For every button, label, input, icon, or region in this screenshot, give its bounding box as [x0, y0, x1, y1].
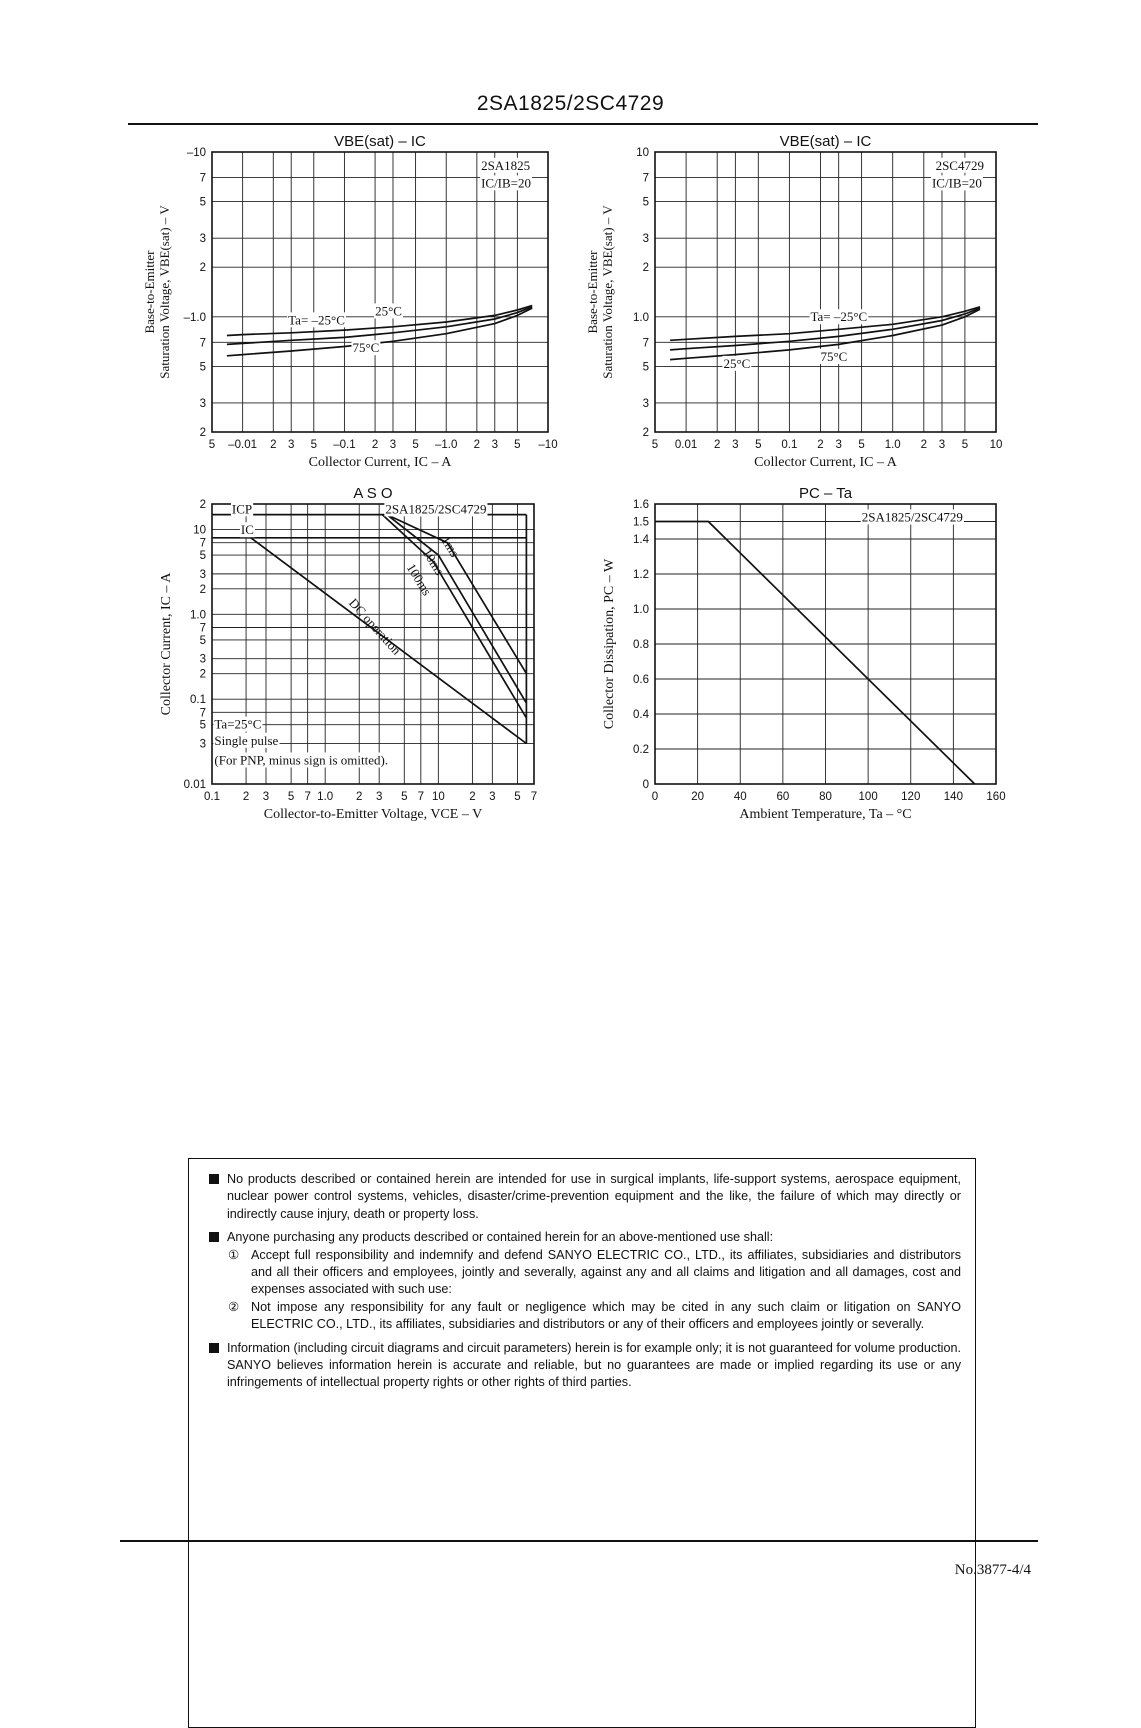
x-tick-label: 2: [817, 439, 824, 451]
x-tick-label: 5: [310, 439, 317, 451]
y-tick-label: 7: [199, 707, 206, 720]
x-tick-label: 100: [858, 791, 878, 803]
disclaimer-text: Information (including circuit diagrams and circuit parameters) herein is for example only; it is not guaranteed for volume production. SANYO believes information herein is accurate and reliable, but no guarantees are made or implied regarding its use or any infringements of intellectual property rights or other rights of third parties.: [227, 1340, 961, 1390]
x-axis-label: Collector-to-Emitter Voltage, VCE – V: [263, 807, 483, 822]
x-tick-label: 3: [938, 439, 946, 451]
x-tick-label: 3: [491, 439, 498, 451]
disclaimer-text: Accept full responsibility and indemnify and defend SANYO ELECTRIC CO., LTD., its affiliates, subsidiaries and distributors and all their officers and employees, jointly and severally, against any and all claims and litigation and all damages, cost and expenses associated with such use:: [251, 1247, 961, 1297]
chart-annotation: IC/IB=20: [481, 175, 532, 191]
x-tick-label: 0: [651, 791, 659, 803]
x-tick-label: 3: [732, 439, 739, 451]
y-tick-label: 0.8: [633, 639, 649, 651]
chart-title: A S O: [353, 485, 393, 502]
y-tick-label: 5: [642, 196, 649, 209]
y-tick-label: 5: [199, 550, 206, 563]
disclaimer-item: [209, 1340, 961, 1392]
chart-title: PC – Ta: [798, 485, 853, 502]
x-tick-label: 20: [691, 791, 705, 803]
disclaimer-text: Anyone purchasing any products described or contained herein for an above-mentioned use shall:: [227, 1230, 774, 1245]
x-tick-label: 7: [530, 791, 538, 803]
y-tick-label: 5: [199, 719, 206, 732]
vbe2-chart: [655, 152, 996, 432]
disclaimer-item: [209, 1229, 961, 1246]
y-tick-label: 2: [199, 499, 206, 511]
x-tick-label: 3: [262, 791, 270, 803]
y-tick-label: 2: [642, 427, 649, 439]
chart-annotation: 25°C: [375, 303, 402, 319]
x-tick-label: 7: [417, 791, 425, 803]
x-tick-label: 5: [401, 791, 408, 803]
y-tick-label: 7: [199, 622, 206, 635]
y-tick-label: 2: [199, 427, 206, 439]
y-axis-label-line2: Saturation Voltage, VBE(sat) – V: [600, 205, 615, 379]
square-bullet-icon: [209, 1174, 219, 1184]
y-tick-label: 3: [642, 397, 649, 410]
page-title: 2SA1825/2SC4729: [476, 92, 665, 115]
footer-rule: [120, 1540, 1038, 1542]
chart-annotation: Ta= –25°C: [288, 312, 345, 328]
chart-annotation: 100ms: [403, 560, 435, 599]
disclaimer-text: Not impose any responsibility for any fault or negligence which may be cited in any such claim or litigation on SANYO ELECTRIC CO., LTD., its affiliates, subsidiaries and distributors or any of their officers and employees jointly or severally.: [251, 1299, 961, 1332]
chart-title: VBE(sat) – IC: [334, 133, 426, 150]
y-tick-label: 2: [199, 262, 206, 275]
y-tick-label: 3: [199, 233, 206, 246]
x-tick-label: –1.0: [435, 439, 458, 451]
chart-annotation: 2SA1825: [481, 157, 531, 173]
disclaimer-subitem: [209, 1299, 961, 1334]
y-tick-label: 2: [199, 583, 206, 596]
chart-annotation: Ta=25°C: [214, 716, 262, 732]
y-tick-label: 1.4: [633, 534, 649, 546]
y-tick-label: 7: [199, 172, 206, 185]
chart-annotation: DC operation: [346, 595, 405, 658]
chart-annotation: 1ms: [438, 533, 463, 560]
y-tick-label: 0.4: [633, 709, 649, 721]
x-tick-label: 2: [270, 439, 277, 451]
x-tick-label: 60: [776, 791, 790, 803]
x-tick-label: 3: [375, 791, 383, 803]
y-tick-label: 5: [199, 634, 206, 647]
plot-frame: [655, 152, 996, 432]
x-tick-label: 10: [989, 439, 1003, 451]
chart-annotation: 2SC4729: [935, 157, 984, 173]
x-tick-label: 40: [733, 791, 747, 803]
pc-chart: [655, 504, 996, 784]
y-tick-label: 7: [199, 337, 206, 350]
y-tick-label: –1.0: [183, 311, 206, 324]
x-tick-label: 0.1: [204, 791, 220, 803]
x-tick-label: 5: [412, 439, 419, 451]
x-tick-label: –10: [538, 439, 558, 451]
square-bullet-icon: [209, 1232, 219, 1242]
x-tick-label: –0.01: [228, 439, 258, 451]
x-axis-label: Ambient Temperature, Ta – °C: [739, 807, 912, 822]
y-tick-label: 10: [636, 147, 649, 159]
y-tick-label: 7: [642, 337, 649, 350]
square-bullet-icon: [209, 1343, 219, 1353]
x-tick-label: 1.0: [884, 439, 901, 451]
y-tick-label: 5: [199, 196, 206, 209]
x-tick-label: 5: [858, 439, 865, 451]
x-tick-label: 3: [389, 439, 397, 451]
y-tick-label: 3: [199, 397, 206, 410]
y-axis-label-line2: Saturation Voltage, VBE(sat) – V: [157, 205, 172, 379]
y-tick-label: 0.1: [190, 694, 206, 707]
x-tick-label: 140: [943, 791, 963, 803]
x-tick-label: 5: [755, 439, 762, 451]
chart-annotation: 10ms: [419, 545, 448, 578]
x-tick-label: 5: [514, 791, 521, 803]
chart-title: VBE(sat) – IC: [779, 133, 872, 150]
circled-number: ②: [228, 1299, 240, 1314]
chart-annotation: Ta= –25°C: [810, 309, 868, 325]
disclaimer-box: [188, 1158, 976, 1728]
x-tick-label: 80: [819, 791, 832, 803]
x-tick-label: 2: [473, 439, 481, 451]
x-tick-label: 5: [514, 439, 521, 451]
x-tick-label: 2: [713, 439, 721, 451]
x-tick-label: –0.1: [333, 439, 356, 451]
x-tick-label: 0.1: [781, 439, 798, 451]
y-axis-label-line1: Base-to-Emitter: [585, 250, 600, 334]
x-tick-label: 3: [288, 439, 295, 451]
disclaimer-item: [209, 1171, 961, 1223]
x-tick-label: 1.0: [317, 791, 334, 803]
x-tick-label: 5: [287, 791, 295, 803]
y-tick-label: 3: [199, 738, 206, 751]
x-tick-label: 3: [489, 791, 496, 803]
chart-annotation: 75°C: [820, 348, 848, 364]
y-axis-label: Collector Current, IC – A: [159, 572, 174, 716]
y-tick-label: 0: [642, 779, 649, 791]
x-tick-label: 5: [651, 439, 659, 451]
x-tick-label: 5: [961, 439, 969, 451]
y-tick-label: 1.0: [633, 311, 649, 324]
chart-annotation: 2SA1825/2SC4729: [861, 509, 963, 525]
chart-annotation: IC: [240, 522, 254, 538]
y-tick-label: 1.0: [190, 609, 206, 622]
chart-annotation: 75°C: [352, 340, 380, 356]
y-tick-label: 2: [642, 262, 649, 275]
x-tick-label: 10: [431, 791, 445, 803]
y-tick-label: 3: [642, 233, 649, 246]
chart-annotation: 25°C: [723, 355, 751, 371]
y-axis-label: Collector Dissipation, PC – W: [602, 558, 617, 730]
vbe1-chart: [212, 152, 548, 432]
x-tick-label: 3: [835, 439, 842, 451]
x-tick-label: 0.01: [674, 439, 698, 451]
disclaimer-text: No products described or contained herein are intended for use in surgical implants, life-support systems, aerospace equipment, nuclear power control systems, vehicles, disaster/crime-prevention equipment and the like, the failure of which may directly or indirectly cause injury, death or property loss.: [227, 1172, 961, 1221]
y-tick-label: 0.01: [183, 779, 206, 791]
disclaimer-subitem: [209, 1247, 961, 1299]
circled-number: ①: [228, 1247, 240, 1262]
document-number: No.3877-4/4: [954, 1562, 1031, 1578]
y-tick-label: 1.6: [633, 499, 649, 511]
y-tick-label: 7: [642, 172, 649, 185]
series-line: [655, 522, 975, 785]
plot-frame: [212, 152, 548, 432]
y-tick-label: 1.0: [633, 604, 649, 616]
x-tick-label: 2: [242, 791, 250, 803]
chart-annotation: IC/IB=20: [931, 175, 982, 191]
chart-annotation: ICP: [231, 501, 253, 517]
y-tick-label: 1.2: [633, 569, 649, 581]
x-tick-label: 160: [986, 791, 1006, 803]
x-tick-label: 2: [371, 439, 379, 451]
y-tick-label: 3: [199, 653, 206, 666]
chart-annotation: (For PNP, minus sign is omitted).: [214, 752, 389, 768]
x-tick-label: 5: [208, 439, 216, 451]
x-axis-label: Collector Current, IC – A: [754, 455, 897, 470]
charts-canvas: [0, 0, 1141, 850]
y-tick-label: 1.5: [633, 516, 649, 529]
x-tick-label: 2: [920, 439, 927, 451]
y-tick-label: 5: [199, 361, 206, 374]
x-axis-label: Collector Current, IC – A: [308, 455, 452, 470]
x-tick-label: 7: [304, 791, 311, 803]
x-tick-label: 120: [901, 791, 921, 803]
y-tick-label: 0.2: [633, 744, 649, 756]
x-tick-label: 2: [356, 791, 363, 803]
y-tick-label: 7: [199, 537, 206, 550]
y-tick-label: 2: [199, 668, 206, 681]
y-tick-label: 0.6: [633, 674, 649, 686]
y-axis-label-line1: Base-to-Emitter: [142, 250, 157, 334]
y-tick-label: 10: [193, 524, 206, 537]
x-tick-label: 2: [469, 791, 476, 803]
chart-annotation: 2SA1825/2SC4729: [385, 501, 487, 517]
y-tick-label: 3: [199, 568, 206, 581]
y-tick-label: –10: [186, 147, 206, 159]
y-tick-label: 5: [642, 361, 649, 374]
chart-annotation: Single pulse: [214, 732, 279, 748]
